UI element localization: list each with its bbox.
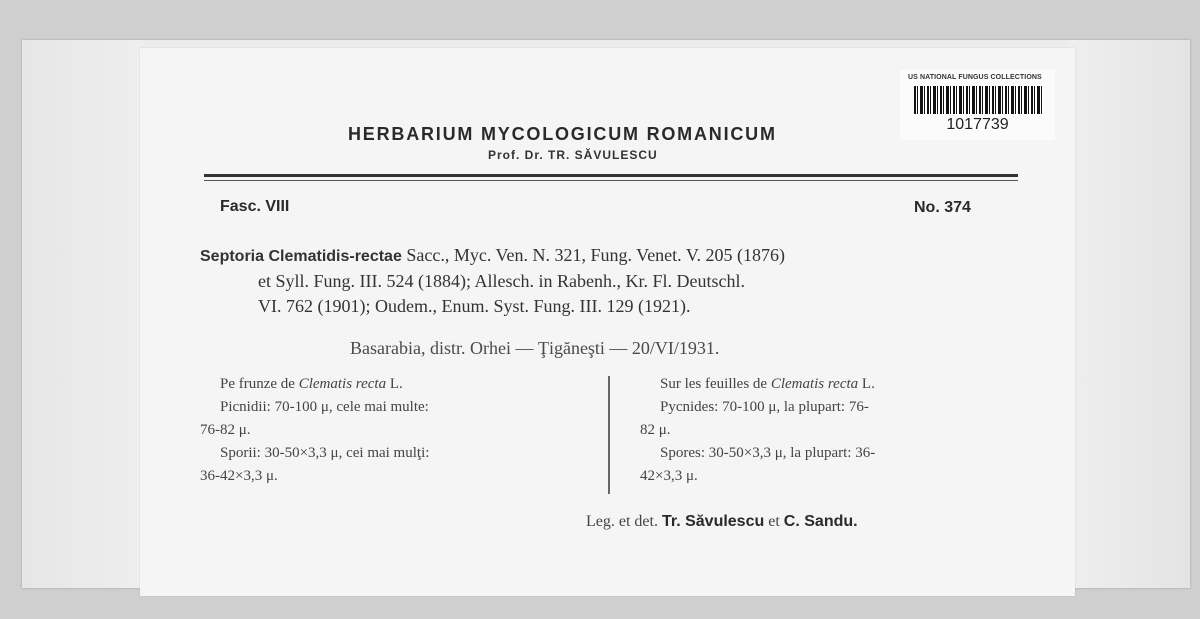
collector-name-1: Tr. Săvulescu (661, 513, 765, 530)
ro-line-1: Picnidii: 70-100 μ, cele mai multe: (220, 399, 429, 415)
ro-line-3: Sporii: 30-50×3,3 μ, cei mai mulţi: (220, 445, 430, 461)
ro-host-name: Clematis recta (298, 376, 387, 392)
ro-host-line (200, 373, 592, 396)
french-description (640, 373, 1025, 488)
collector-line (586, 513, 858, 531)
fr-host-name: Clematis recta (770, 376, 859, 392)
barcode-icon (914, 86, 1044, 114)
romanian-description (200, 373, 592, 488)
fr-line-2: 82 μ. (640, 422, 671, 438)
ro-line-4: 36-42×3,3 μ. (200, 468, 278, 484)
taxon-citation-line-1: Sacc., Myc. Ven. N. 321, Fung. Venet. V. 205 (1876) (401, 245, 786, 265)
ro-host-suffix: L. (386, 376, 403, 392)
collector-mid: et (764, 513, 784, 530)
taxon-name: Septoria Clematidis-rectae (200, 248, 402, 265)
barcode-number: 1017739 (946, 116, 1009, 133)
ro-line-2: 76-82 μ. (200, 422, 251, 438)
fr-host-suffix: L. (858, 376, 875, 392)
fr-host-line (640, 373, 1025, 396)
fr-line-4: 42×3,3 μ. (640, 468, 698, 484)
fr-line-3: Spores: 30-50×3,3 μ, la plupart: 36- (660, 445, 876, 461)
collector-prefix: Leg. et det. (586, 513, 662, 530)
taxon-citation (200, 243, 1030, 319)
ro-host-prefix: Pe frunze de (220, 376, 299, 392)
packet-left-flap (22, 40, 142, 588)
herbarium-subtitle: Prof. Dr. TR. SĂVULESCU (488, 148, 658, 162)
barcode-caption: US NATIONAL FUNGUS COLLECTIONS (908, 74, 1042, 81)
collector-name-2: C. Sandu. (783, 513, 858, 530)
header-rule-thin (204, 180, 1018, 181)
column-divider (608, 376, 610, 494)
locality: Basarabia, distr. Orhei — Ţigăneşti — 20/VI/1931. (350, 338, 720, 358)
packet-right-flap (1070, 40, 1190, 588)
fr-host-prefix: Sur les feuilles de (660, 376, 771, 392)
fascicle-label: Fasc. VIII (220, 198, 290, 215)
fr-line-1: Pycnides: 70-100 μ, la plupart: 76- (660, 399, 869, 415)
herbarium-title: HERBARIUM MYCOLOGICUM ROMANICUM (348, 124, 777, 144)
header-rule-thick (204, 174, 1018, 177)
taxon-citation-line-3: VI. 762 (1901); Oudem., Enum. Syst. Fung. III. 129 (1921). (258, 296, 691, 316)
taxon-citation-line-2: et Syll. Fung. III. 524 (1884); Allesch. in Rabenh., Kr. Fl. Deutschl. (258, 271, 745, 291)
specimen-number: No. 374 (914, 199, 971, 216)
